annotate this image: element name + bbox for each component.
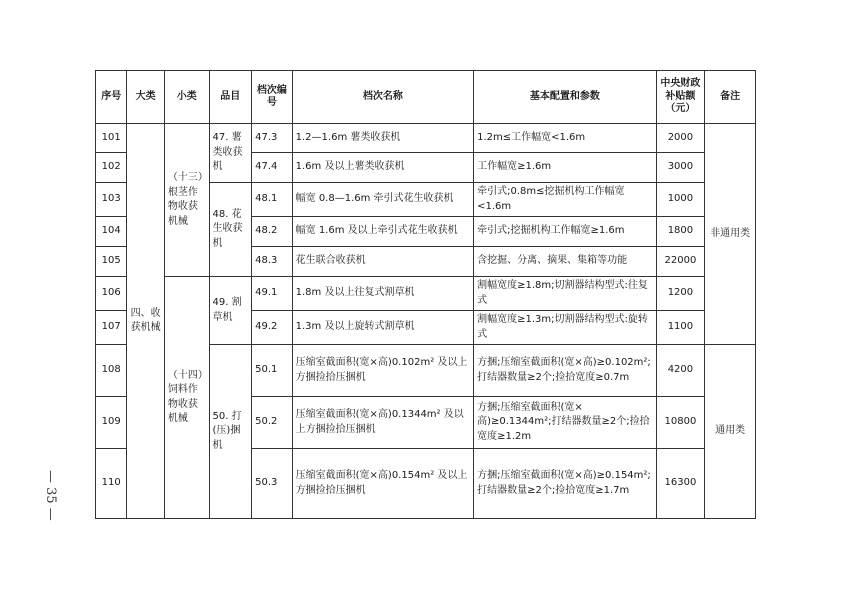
page-number: — 35 — — [43, 470, 58, 521]
cell-name: 压缩室截面积(宽×高)0.1344m² 及以上方捆捡拾压捆机 — [292, 397, 473, 449]
cell-code: 49.2 — [252, 311, 293, 345]
cell-subsidy: 1800 — [656, 217, 705, 247]
item-category: 48. 花生收获机 — [209, 183, 252, 277]
cell-seq: 109 — [96, 397, 127, 449]
cell-code: 47.4 — [252, 153, 293, 183]
cell-seq: 110 — [96, 449, 127, 519]
minor-category: （十四）饲料作物收获机械 — [164, 277, 209, 519]
cell-config: 割幅宽度≥1.3m;切割器结构型式:旋转式 — [474, 311, 656, 345]
cell-seq: 101 — [96, 124, 127, 153]
cell-name: 幅宽 1.6m 及以上牵引式花生收获机 — [292, 217, 473, 247]
header-grade-no: 档次编号 — [252, 71, 293, 124]
cell-name: 1.6m 及以上薯类收获机 — [292, 153, 473, 183]
remark-cell: 非通用类 — [705, 124, 756, 345]
item-category: 49. 割草机 — [209, 277, 252, 345]
cell-subsidy: 1100 — [656, 311, 705, 345]
header-config: 基本配置和参数 — [474, 71, 656, 124]
cell-code: 50.1 — [252, 345, 293, 397]
item-category: 50. 打(压)捆机 — [209, 345, 252, 519]
table-row — [96, 277, 756, 311]
cell-subsidy: 22000 — [656, 247, 705, 277]
cell-name: 压缩室截面积(宽×高)0.102m² 及以上方捆捡拾压捆机 — [292, 345, 473, 397]
header-subsidy: 中央财政补贴额（元） — [656, 71, 705, 124]
cell-subsidy: 4200 — [656, 345, 705, 397]
cell-name: 花生联合收获机 — [292, 247, 473, 277]
cell-subsidy: 16300 — [656, 449, 705, 519]
cell-subsidy: 1200 — [656, 277, 705, 311]
cell-seq: 105 — [96, 247, 127, 277]
header-seq: 序号 — [96, 71, 127, 124]
remark-cell: 通用类 — [705, 345, 756, 519]
header-minor: 小类 — [164, 71, 209, 124]
cell-code: 49.1 — [252, 277, 293, 311]
cell-code: 48.2 — [252, 217, 293, 247]
cell-seq: 107 — [96, 311, 127, 345]
cell-code: 48.3 — [252, 247, 293, 277]
cell-code: 50.2 — [252, 397, 293, 449]
cell-config: 方捆;压缩室截面积(宽×高)≥0.154m²;打结器数量≥2个;捡拾宽度≥1.7m — [474, 449, 656, 519]
cell-subsidy: 2000 — [656, 124, 705, 153]
cell-config: 含挖掘、分离、摘果、集箱等功能 — [474, 247, 656, 277]
subsidy-table — [95, 70, 756, 519]
cell-code: 48.1 — [252, 183, 293, 217]
cell-seq: 102 — [96, 153, 127, 183]
cell-config: 牵引式;挖掘机构工作幅宽≥1.6m — [474, 217, 656, 247]
cell-name: 1.8m 及以上往复式割草机 — [292, 277, 473, 311]
header-grade-name: 档次名称 — [292, 71, 473, 124]
cell-config: 工作幅宽≥1.6m — [474, 153, 656, 183]
header-major: 大类 — [127, 71, 165, 124]
major-category: 四、收获机械 — [127, 124, 165, 519]
cell-seq: 103 — [96, 183, 127, 217]
table-row — [96, 124, 756, 153]
cell-name: 幅宽 0.8—1.6m 牵引式花生收获机 — [292, 183, 473, 217]
header-remark: 备注 — [705, 71, 756, 124]
cell-code: 47.3 — [252, 124, 293, 153]
cell-seq: 108 — [96, 345, 127, 397]
item-category: 47. 薯类收获机 — [209, 124, 252, 183]
cell-config: 牵引式;0.8m≤挖掘机构工作幅宽<1.6m — [474, 183, 656, 217]
cell-subsidy: 1000 — [656, 183, 705, 217]
cell-name: 1.3m 及以上旋转式割草机 — [292, 311, 473, 345]
minor-category: （十三）根茎作物收获机械 — [164, 124, 209, 277]
cell-config: 方捆;压缩室截面积(宽×高)≥0.102m²;打结器数量≥2个;捡拾宽度≥0.7m — [474, 345, 656, 397]
cell-config: 方捆;压缩室截面积(宽×高)≥0.1344m²;打结器数量≥2个;捡拾宽度≥1.2m — [474, 397, 656, 449]
cell-seq: 104 — [96, 217, 127, 247]
header-item: 品目 — [209, 71, 252, 124]
table-header-row — [96, 71, 756, 124]
cell-name: 1.2—1.6m 薯类收获机 — [292, 124, 473, 153]
cell-config: 割幅宽度≥1.8m;切割器结构型式:往复式 — [474, 277, 656, 311]
cell-code: 50.3 — [252, 449, 293, 519]
cell-name: 压缩室截面积(宽×高)0.154m² 及以上方捆捡拾压捆机 — [292, 449, 473, 519]
cell-subsidy: 3000 — [656, 153, 705, 183]
cell-subsidy: 10800 — [656, 397, 705, 449]
cell-seq: 106 — [96, 277, 127, 311]
cell-config: 1.2m≤工作幅宽<1.6m — [474, 124, 656, 153]
